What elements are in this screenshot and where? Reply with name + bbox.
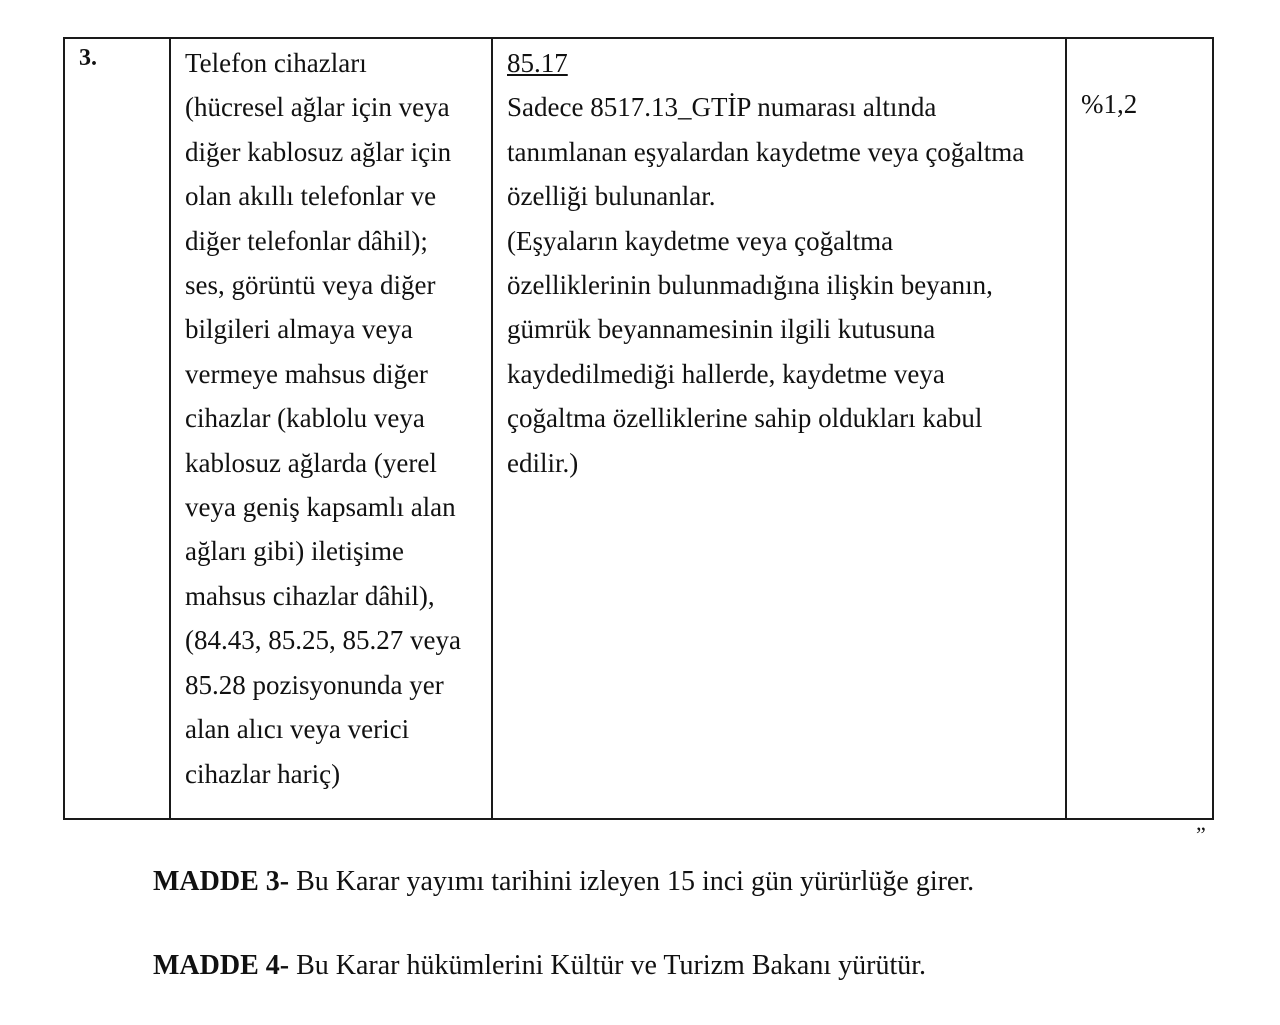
tariff-table	[63, 37, 1214, 820]
description-line: 85.28 pozisyonunda yer	[185, 669, 444, 700]
article-text: Bu Karar yayımı tarihini izleyen 15 inci gün yürürlüğe girer.	[289, 866, 975, 897]
description-line: cihazlar hariç)	[185, 758, 341, 789]
code-title: 85.17	[507, 48, 568, 78]
description-line: (84.43, 85.25, 85.27 veya	[185, 625, 461, 656]
code-line: özelliği bulunanlar.	[507, 181, 716, 212]
description-line: ağları gibi) iletişime	[185, 536, 404, 567]
code-line: edilir.)	[507, 447, 579, 478]
description-line: cihazlar (kablolu veya	[185, 403, 425, 434]
description-line: ses, görüntü veya diğer	[185, 270, 436, 301]
description-line: bilgileri almaya veya	[185, 314, 413, 345]
article-text: Bu Karar hükümlerini Kültür ve Turizm Bakanı yürütür.	[289, 950, 927, 981]
description-line: vermeye mahsus diğer	[185, 358, 428, 389]
article-3	[153, 866, 974, 898]
code-line: (Eşyaların kaydetme veya çoğaltma	[507, 225, 894, 256]
article-4	[153, 950, 926, 982]
description-line: diğer telefonlar dâhil);	[185, 225, 428, 256]
article-label: MADDE 3-	[153, 866, 290, 897]
code-line: gümrük beyannamesinin ilgili kutusuna	[507, 314, 936, 345]
description-line: olan akıllı telefonlar ve	[185, 181, 437, 212]
description-line: (hücresel ağlar için veya	[185, 92, 450, 123]
description-line: alan alıcı veya verici	[185, 714, 410, 745]
code-line: tanımlanan eşyalardan kaydetme veya çoğaltma	[507, 136, 1025, 167]
table-row	[64, 38, 1213, 819]
description-line: diğer kablosuz ağlar için	[185, 136, 452, 167]
rate-cell: %1,2	[1066, 38, 1213, 819]
description-line: kablosuz ağlarda (yerel	[185, 447, 437, 478]
row-number: 3.	[64, 38, 170, 819]
code-line: özelliklerinin bulunmadığına ilişkin beyanın,	[507, 270, 993, 301]
description-line: mahsus cihazlar dâhil),	[185, 580, 435, 611]
description-line: Telefon cihazları	[185, 48, 367, 78]
closing-quote: ”	[1196, 822, 1206, 847]
code-line: Sadece 8517.13_GTİP numarası altında	[507, 92, 937, 123]
code-line: çoğaltma özelliklerine sahip oldukları kabul	[507, 403, 983, 434]
article-label: MADDE 4-	[153, 950, 290, 981]
description-line: veya geniş kapsamlı alan	[185, 492, 456, 523]
code-cell	[492, 38, 1066, 819]
code-line: kaydedilmediği hallerde, kaydetme veya	[507, 358, 945, 389]
description-cell	[170, 38, 492, 819]
